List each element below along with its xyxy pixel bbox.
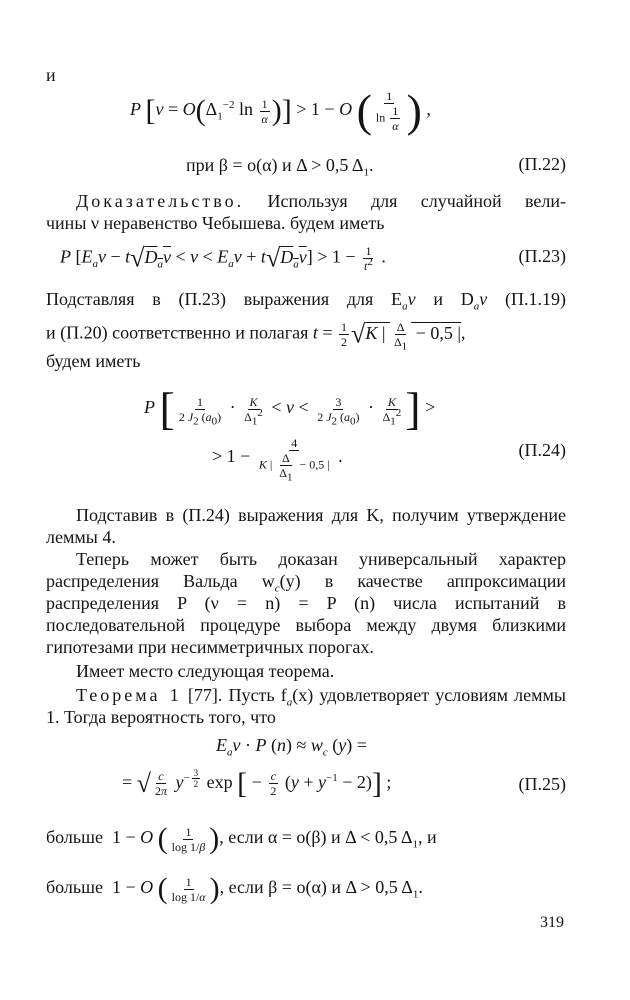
equation-p23: P $[E_a\nu - t√D_a\nu < \nu < E_a\nu + t√D_a\nu] > 1$ − $\frac{1}{t^2}$ . bbox=[60, 243, 386, 273]
theorem-heading: Теорема 1 bbox=[76, 685, 182, 705]
theorem-paragraph: Теорема 1 [77]. Пусть $f_a(x)$ удовлетворяет условиям леммы 1. Тогда вероятность того, что bbox=[46, 685, 567, 727]
equation-p25-number: (П.25) bbox=[518, 774, 566, 794]
equation-p25-line1: $E_a\nu \cdot P$ $(n) \approx w_c$ (y) = bbox=[216, 735, 367, 759]
subst-line2: и (П.20) соответственно и полагая t = $\frac{1}{2}$ √K | $\frac{\Delta}{\Delta_1}$ − 0,5 |, bbox=[46, 319, 466, 353]
equation-p24-number: (П.24) bbox=[518, 440, 566, 460]
equation-p25-line2: = √ $\frac{c}{2\pi}$ $y^{- \frac{3}{2}}$ exp [ − $\frac{c}{2}$ $(y + y^{-1} - 2)$] ; bbox=[122, 766, 392, 800]
proof-line2: чины ν неравенство Чебышева. будем иметь bbox=[46, 213, 385, 233]
paragraph-lemma4: Подставив в (П.24) выражения для K, получим утверждение леммы 4. bbox=[46, 505, 566, 547]
equation-p23-number: (П.23) bbox=[518, 246, 566, 266]
condition-line2: больше 1 − O ( $\frac{1}{\log 1/\alpha}$ ), если β = o(α) и Δ > 0,5 $\Delta_1$. bbox=[46, 872, 423, 905]
paragraph-wald: Теперь может быть доказан универсальный характер распределения Вальда $w_c(y)$ в качестве аппроксимации распределения P (ν = n) = P (n) числа испытаний в последовательной процедуре выбора между двумя близкими гипотезами при несимметричных порогах. bbox=[46, 549, 566, 657]
paragraph-theorem-intro: Имеет место следующая теорема. bbox=[76, 661, 335, 681]
top-word: и bbox=[46, 65, 56, 85]
condition-line1: больше 1 − O ( $\frac{1}{\log 1/\beta}$ ), если α = o(β) и Δ < 0,5 $\Delta_1$, и bbox=[46, 822, 437, 855]
subst-line1: Подставляя в (П.23) выражения для $E_a\nu$ и $D_a\nu$ (П.1.19) bbox=[46, 289, 566, 313]
equation-p22-condition: при β = o(α) и Δ > 0,5 $\Delta_1$. bbox=[186, 155, 374, 179]
subst-line3: будем иметь bbox=[46, 351, 141, 371]
proof-heading: Доказательство. bbox=[76, 191, 245, 211]
proof-line1: Доказательство. Используя для случайной вели- bbox=[76, 191, 566, 211]
equation-p24-line2: > 1 − 4 K | $\frac{\Delta}{\Delta_1}$ − 0,5 | . bbox=[212, 436, 343, 484]
equation-p22-number: (П.22) bbox=[518, 154, 566, 174]
page-number: 319 bbox=[540, 914, 564, 931]
equation-p24-line1: P [ $\frac{1}{2 J_2 (a_0)}$ · $\frac{K}{\Delta_1^2}$ < ν < $\frac{3}{2 J_2 (a_0)}$ · $\frac{K}{\Delta_1^2}$ ] > bbox=[144, 383, 436, 434]
equation-p22-line1: P [$\nu = O(\Delta_1^{-2}$ ln $\frac{1}{\alpha}$ )] > 1 − O ( 1 ln $\frac{1}{\alpha}$ ) , bbox=[130, 85, 431, 136]
